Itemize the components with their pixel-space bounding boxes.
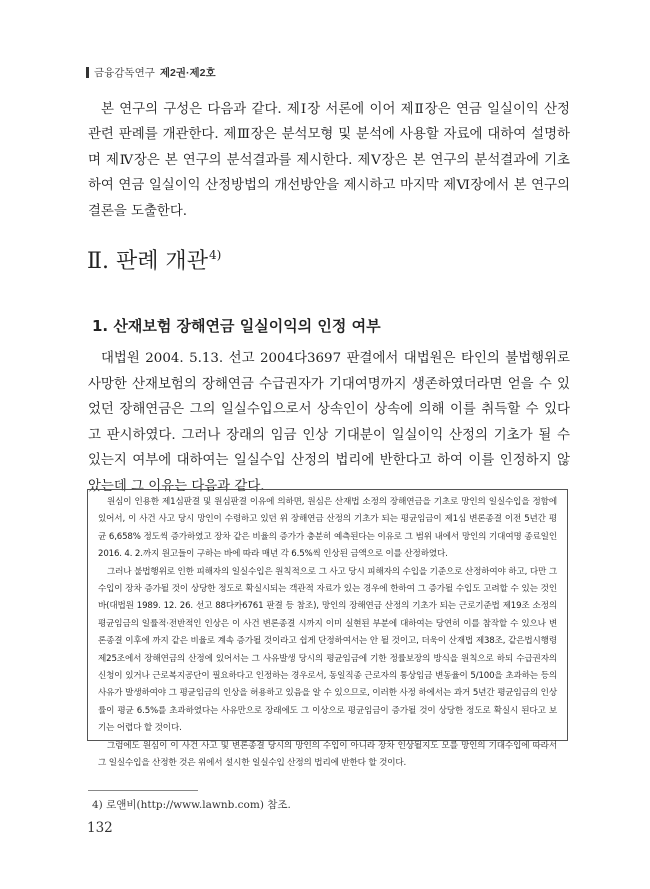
intro-paragraph: 본 연구의 구성은 다음과 같다. 제Ⅰ장 서론에 이어 제Ⅱ장은 연금 일실이익 산정 관련 판례를 개관한다. 제Ⅲ장은 분석모형 및 분석에 사용할 자료에 대하여 설명하며 제Ⅳ장은 본 연구의 분석결과를 제시한다. 제Ⅴ장은 본 연구의 분석결과에 기초하여 연금 일실이익 산정방법의 개선방안을 제시하고 마지막 제Ⅵ장에서 본 연구의 결론을 도출한다. xyxy=(88,102,570,219)
quoted-ruling-box xyxy=(87,489,568,769)
footnote: 4) 로앤비(http://www.lawnb.com) 참조. xyxy=(92,799,291,811)
page-number: 132 xyxy=(87,820,113,836)
section-heading: 1. 산재보험 장해연금 일실이익의 인정 여부 xyxy=(92,317,381,335)
journal-name: 금융감독연구 xyxy=(94,67,155,79)
chapter-heading xyxy=(87,244,221,275)
quote-paragraph: 그럼에도 원심이 이 사건 사고 및 변론종결 당시의 망인의 수입이 아니라 장차 인상될지도 모를 망인의 기대수입에 따라서 그 일실수입을 산정한 것은 위에서 설시한 일실수입 산정의 법리에 반한다 할 것이다. xyxy=(98,740,557,769)
quote-paragraph: 그러나 불법행위로 인한 피해자의 일실수입은 원칙적으로 그 사고 당시 피해자의 수입을 기준으로 산정하여야 하고, 다만 그 수입이 장차 증가될 것이 상당한 정도로 확실시되는 객관적 자료가 있는 경우에 한하여 그 증가될 수입도 고려할 수 있는 것인바(대법원 1989. 12. 26. 선고 88다카6761 판결 등 참조), 망인의 장해연금 산정의 기초가 되는 근로기준법 제19조 소정의 평균임금의 일률적·전반적인 인상은 이 사건 변론종결 시까지 이미 실현된 부분에 대하여는 당연히 이를 참작할 수 있으나 변론종결 이후에 까지 같은 비율로 계속 증가될 것이라고 쉽게 단정하여서는 안 될 것이고, 더욱이 산재법 제38조, 같은법시행령 제25조에서 장해연금의 산정에 있어서는 그 사유발생 당시의 평균임금에 기한 정률보장의 방식을 원칙으로 하되 수급권자의 신청이 있거나 근로복지공단이 필요하다고 인정하는 경우로서, 동일직종 근로자의 통상임금 변동율이 5/100을 초과하는 등의 사유가 발생하여야 그 평균임금의 인상을 허용하고 있음을 알 수 있으므로, 이러한 사정 하에서는 과거 5년간 평균임금의 인상률이 평균 6.5%를 초과하였다는 사유만으로 장래에도 그 이상으로 평균임금이 증가될 것이 상당한 정도로 확실시 된다고 보기는 어렵다 할 것이다. xyxy=(98,566,557,734)
footnote-ref[interactable]: 4) xyxy=(208,248,222,262)
body-paragraph: 대법원 2004. 5.13. 선고 2004다3697 판결에서 대법원은 타인의 불법행위로 사망한 산재보험의 장해연금 수급권자가 기대여명까지 생존하였더라면 얻을 수 있었던 장해연금은 그의 일실수입으로서 상속인이 상속에 의해 이를 취득할 수 있다고 판시하였다. 그러나 장래의 임금 인상 기대분이 일실이익 산정의 기초가 될 수 있는지 여부에 대하여는 일실수입 산정의 법리에 반한다고 하여 이를 인정하지 않았는데 그 이유는 다음과 같다. xyxy=(88,351,570,494)
running-header xyxy=(86,65,216,80)
footnote-divider xyxy=(88,790,198,791)
chapter-title: Ⅱ. 판례 개관 xyxy=(87,249,208,274)
journal-volume: 제2권·제2호 xyxy=(159,67,216,79)
header-bar xyxy=(86,67,89,78)
quote-paragraph: 원심이 인용한 제1심판결 및 원심판결 이유에 의하면, 원심은 산재법 소정의 장해연금을 기초로 망인의 일실수입을 정함에 있어서, 이 사건 사고 당시 망인이 수령하고 있던 위 장해연금 산정의 기초가 되는 평균임금이 제1심 변론종결 이전 5년간 평균 6,658% 정도씩 증가하였고 장차 같은 비율의 증가가 충분히 예측된다는 이유로 그 범위 내에서 망인의 기대여명 종료일인 2016. 4. 2.까지 원고들이 구하는 바에 따라 매년 각 6.5%씩 인상된 금액으로 이를 산정하였다. xyxy=(98,497,557,560)
